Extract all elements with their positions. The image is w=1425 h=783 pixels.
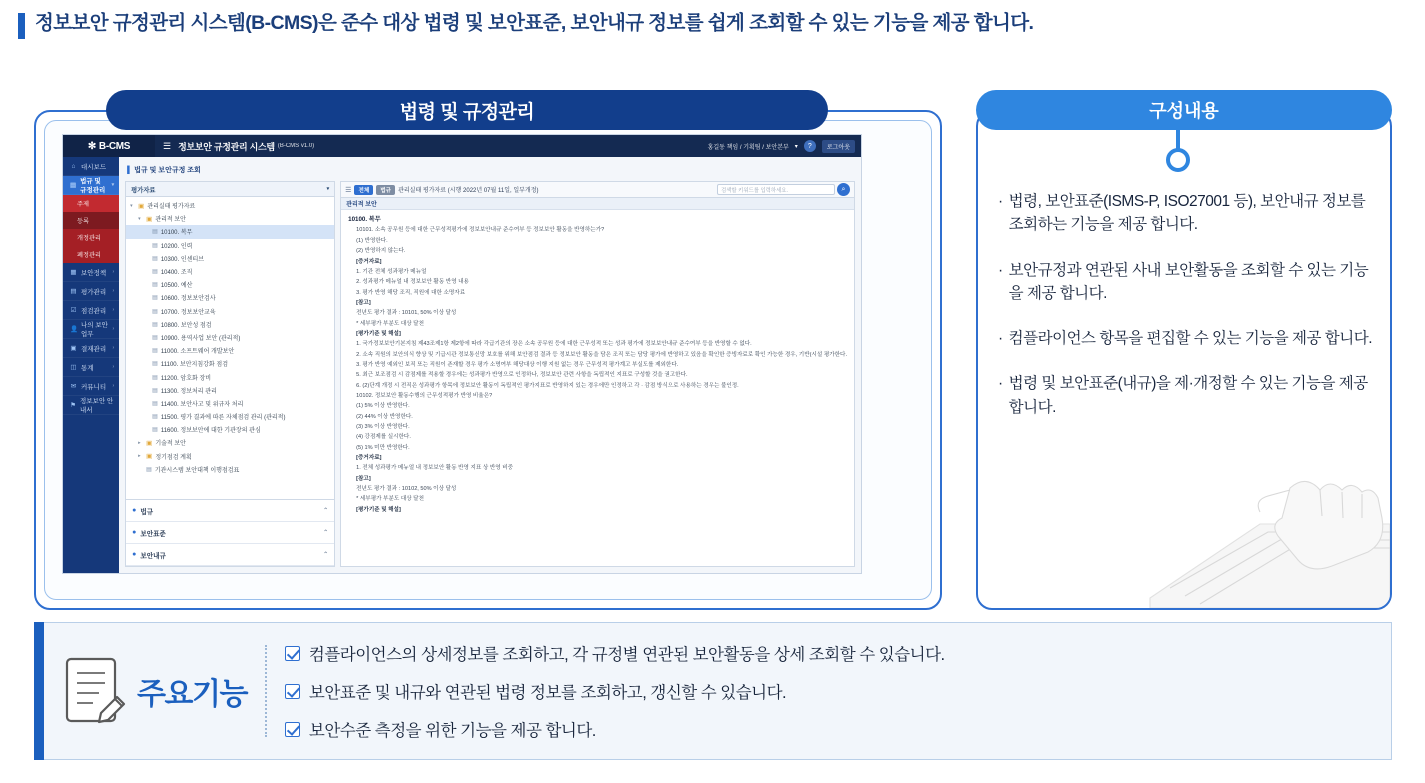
tree-header-label: 평가자료 (131, 186, 156, 194)
chevron-up-icon[interactable]: ⌃ (323, 530, 329, 536)
doc-line: [참고] (356, 475, 371, 482)
tree-node[interactable] (126, 212, 334, 225)
tree-footer-item-internal[interactable] (126, 544, 334, 566)
filter-chip-all[interactable]: 전체 (354, 185, 373, 195)
tree-node[interactable] (126, 199, 334, 212)
tree-node-label: 10700. 정보보안교육 (160, 309, 216, 316)
sidebar-item-label: 통계 (81, 364, 94, 372)
tree-node-label: 10600. 정보보안검사 (160, 296, 216, 303)
tree-node[interactable] (126, 397, 334, 410)
document-icon: ▤ (152, 334, 158, 341)
chat-icon: ✉ (70, 383, 77, 390)
list-item (285, 717, 945, 741)
sidebar-item-approval[interactable] (63, 339, 119, 358)
list-item-text: 컴플라이언스의 상세정보를 조회하고, 각 규정별 연관된 보안활동을 상세 조회할 수 있습니다. (308, 646, 945, 664)
tree-body[interactable] (126, 197, 334, 499)
tree-node-label: 관리실태 평가자료 (147, 204, 196, 211)
doc-line: * 세부평가 부분도 대상 달천 (356, 320, 424, 327)
tree-node-label: 기관시스템 보안대책 이행점검표 (154, 467, 240, 474)
list-item-text: 보안수준 측정을 위한 기능을 제공 합니다. (308, 722, 596, 740)
chevron-down-icon: ▾ (138, 215, 141, 222)
list-item (285, 641, 945, 665)
main-content (0, 52, 1425, 612)
checkbox-icon (285, 684, 300, 699)
toolbar-text: 관리실태 평가자료 (시행 2022년 07월 11일, 일부개정) (398, 188, 539, 194)
title-connector-dot (1166, 148, 1190, 172)
sidebar-item-inspection[interactable] (63, 301, 119, 320)
tree-header[interactable] (126, 182, 334, 197)
divider (265, 645, 267, 737)
sidebar-item-label: 결재관리 (81, 345, 107, 353)
list-item (285, 679, 945, 703)
tree-node[interactable] (126, 450, 334, 463)
sidebar-item-dashboard[interactable] (63, 157, 119, 176)
app-topbar-right (708, 140, 861, 153)
sidebar-item-regulations[interactable] (63, 176, 119, 195)
chevron-right-icon: › (112, 269, 115, 275)
sidebar-sub-subject[interactable] (63, 195, 119, 212)
composition-panel-title: 구성내용 (976, 90, 1392, 130)
doc-line: (2) 44% 이상 반영한다. (356, 413, 413, 420)
doc-line: 10102. 정보보안 활동수행의 근무성적평가 반영 비율은? (356, 392, 493, 399)
document-icon: ▤ (152, 295, 158, 302)
user-info[interactable]: 홍길동 책임 / 기획팀 / 보안본부 (707, 144, 789, 151)
tree-node[interactable] (126, 318, 334, 331)
document-icon: ▤ (152, 400, 158, 407)
sidebar-item-statistics[interactable] (63, 358, 119, 377)
home-icon: ⌂ (71, 162, 76, 170)
tree-node[interactable] (126, 436, 334, 449)
folder-icon: ▣ (138, 202, 145, 210)
app-sidebar (63, 157, 119, 574)
bullet-icon: · (998, 261, 1003, 279)
search-icon[interactable]: ⌕ (837, 183, 850, 196)
breadcrumb: ▌ 법규 및 보안규정 조회 (127, 165, 855, 175)
composition-bullet-text: 보안규정과 연관된 사내 보안활동을 조회할 수 있는 기능을 제공 합니다. (1008, 261, 1369, 302)
tree-node[interactable] (126, 423, 334, 436)
chevron-down-icon[interactable]: ▾ (794, 143, 798, 150)
key-features-inner (35, 623, 1391, 759)
stamp-icon: ▣ (70, 345, 77, 352)
composition-bullet-text: 법령 및 보안표준(내규)을 제·개정할 수 있는 기능을 제공 합니다. (1008, 375, 1368, 416)
key-features-label: 주요기능 (137, 678, 247, 711)
tree-node-label: 11000. 소프트웨어 개발보안 (160, 349, 235, 356)
doc-line: 2. 성과평가 메뉴얼 내 정보보안 활동 반영 내용 (356, 279, 469, 286)
clipboard-icon: ▤ (70, 288, 77, 295)
tree-pane (125, 181, 335, 567)
document-header: 관리적 보안 (341, 198, 854, 210)
composition-bullet (998, 372, 1374, 419)
checkbox-icon (285, 646, 300, 661)
document-icon: ▤ (152, 414, 158, 421)
sidebar-item-label: 평가관리 (81, 288, 107, 296)
search-area (717, 183, 850, 196)
chart-icon: ◫ (70, 364, 77, 371)
tree-node[interactable] (126, 252, 334, 265)
chevron-down-icon: ▾ (111, 182, 115, 188)
sidebar-item-label: 보안정책 (81, 269, 107, 277)
sidebar-sub-register[interactable] (63, 212, 119, 229)
chevron-up-icon[interactable]: ⌃ (323, 508, 329, 514)
chevron-right-icon: › (112, 364, 115, 370)
tree-footer-label: 법규 (140, 508, 154, 516)
tree-footer (126, 499, 334, 566)
logout-button[interactable]: 로그아웃 (822, 140, 855, 153)
bullet-icon: ● (132, 551, 137, 558)
doc-line: 10101. 소속 공무원 등에 대한 근무성적평가에 정보보안내규 준수여부 등 정보보안 활동을 반영하는가? (356, 227, 605, 234)
app-system-title: 정보보안 규정관리 시스템 (178, 141, 275, 152)
bullet-icon: ● (132, 507, 137, 514)
document-icon: ▤ (152, 269, 158, 276)
book-icon: ▤ (70, 182, 77, 189)
user-icon: 👤 (70, 326, 79, 333)
doc-line: 1. 전체 성과평가 메뉴얼 내 정보보안 활동 반영 지표 상 반영 비중 (356, 465, 514, 472)
tree-node-label: 정기점검 계획 (155, 454, 192, 461)
sidebar-item-security-policy[interactable] (63, 263, 119, 282)
tree-node[interactable] (126, 410, 334, 423)
sidebar-sub-label: 등록 (77, 218, 89, 225)
tree-node-label: 11200. 암호화 장비 (160, 375, 212, 382)
chevron-right-icon: › (112, 326, 115, 332)
bullet-icon: ● (132, 529, 137, 536)
chevron-right-icon: ▸ (138, 439, 141, 446)
document-icon: ▤ (152, 308, 158, 315)
sidebar-item-label: 정보보안 안내서 (79, 398, 114, 414)
doc-line: [평가기준 및 해설] (356, 506, 401, 513)
sidebar-item-label: 나의 보안업무 (81, 322, 108, 338)
doc-line: (4) 강점제를 실시한다. (356, 434, 411, 441)
tree-footer-label: 보안표준 (140, 530, 166, 538)
app-main-area (119, 157, 861, 574)
doc-line: (5) 1% 미만 반영한다. (356, 444, 410, 451)
app-logo-text: B-CMS (98, 140, 131, 152)
tree-node[interactable] (126, 357, 334, 370)
sidebar-item-label: 대시보드 (81, 163, 107, 171)
tree-node-label: 10300. 인센티브 (160, 256, 205, 263)
composition-bullets (998, 190, 1374, 419)
list-item-text: 보안표준 및 내규와 연관된 법령 정보를 조회하고, 갱신할 수 있습니다. (308, 684, 787, 702)
folder-icon: ▣ (146, 215, 153, 223)
question-icon[interactable]: ? (804, 140, 816, 152)
logo-mark-icon: ✻ (87, 140, 96, 152)
tree-node[interactable] (126, 331, 334, 344)
doc-line: (1) 반영한다. (356, 237, 388, 244)
content-toolbar (341, 182, 854, 198)
tree-footer-item-laws[interactable] (126, 500, 334, 522)
bullet-icon: · (998, 193, 1003, 210)
tree-node-label: 기술적 보안 (155, 441, 186, 448)
sidebar-item-community[interactable] (63, 377, 119, 396)
check-icon: ☑ (70, 307, 77, 314)
doc-line: 5. 최근 보조점검 시 감점제를 적용할 경우에는 성과평가 반영으로 인정하나, 정보보안 관련 사항을 독립적인 지표로 구성할 것을 권고한다. (356, 372, 688, 379)
tree-node-label: 10100. 복무 (160, 230, 193, 237)
document-icon: ▤ (152, 361, 158, 368)
sidebar-sub-abolition[interactable] (63, 246, 119, 263)
headline-accent-bar (18, 13, 25, 39)
tree-node-label: 10900. 용역사업 보안 (관리적) (160, 335, 241, 342)
tree-node[interactable] (126, 305, 334, 318)
app-body (63, 157, 861, 574)
document-icon: ▤ (152, 282, 158, 289)
tree-node-label: 10500. 예산 (160, 283, 193, 290)
sidebar-sub-label: 주제 (77, 201, 89, 208)
tree-node-label: 10800. 보안성 점검 (160, 322, 212, 329)
sidebar-item-my-tasks[interactable] (63, 320, 119, 339)
tree-node[interactable] (126, 344, 334, 357)
shield-icon: ▦ (70, 269, 77, 276)
tree-node-label: 11300. 정보처리 관리 (160, 388, 217, 395)
tree-footer-label: 보안내규 (140, 552, 166, 560)
document-icon: ▤ (152, 348, 158, 355)
headline-text: 정보보안 규정관리 시스템(B-CMS)은 준수 대상 법령 및 보안표준, 보안내규 정보를 쉽게 조회할 수 있는 기능을 제공 합니다. (35, 12, 1034, 34)
left-panel-title: 법령 및 규정관리 (106, 90, 828, 130)
app-topbar (63, 135, 861, 157)
doc-line: (3) 3% 이상 반영한다. (356, 424, 410, 430)
sidebar-item-label: 커뮤니티 (81, 383, 107, 391)
tree-node-label: 10200. 인력 (160, 243, 193, 250)
chevron-right-icon: › (112, 383, 115, 389)
tree-node[interactable] (126, 291, 334, 304)
composition-bullet (998, 327, 1374, 350)
doc-line: 2. 소속 직원의 보안의식 향상 및 기급시관 정보통신망 보호를 위해 보안점검 결과 등 정보보안 활동을 담은 조직 또는 담당 평가에 반영하고 있음을 확인한 증빙자료로 확인 가능한 경우, 기반(시설 평가한다. (356, 351, 847, 358)
document-icon: ▤ (152, 242, 158, 249)
composition-bullet (998, 190, 1374, 237)
doc-line: 3. 평가 반영 해당 조직, 직원에 대한 소명자료 (356, 289, 466, 296)
document-icon: ▤ (146, 466, 152, 473)
flag-icon: ⚑ (70, 402, 76, 409)
chevron-right-icon: › (112, 345, 115, 351)
sidebar-item-label: 법규 및 규정관리 (80, 178, 106, 194)
doc-line: 1. 국가정보보안기본지침 제43조제1항 제2항에 따라 각급기관의 장은 소속 공무원 등에 대한 근무성적 또는 성과 평가에 정보보안내규 준수여부 등을 반영할 수 없다. (356, 341, 752, 348)
tree-node[interactable] (126, 463, 334, 476)
document-icon: ▤ (152, 321, 158, 328)
document-icon: ▤ (152, 255, 158, 262)
document-body[interactable] (341, 210, 854, 566)
composition-panel (976, 110, 1392, 610)
tree-node-label: 11500. 평가 결과에 따른 자체점검 관리 (관리적) (160, 415, 286, 422)
document-icon: ▤ (152, 387, 158, 394)
sidebar-item-label: 점검관리 (81, 307, 107, 315)
tree-node[interactable] (126, 225, 334, 238)
composition-bullet (998, 259, 1374, 306)
tree-node-label: 관리적 보안 (155, 217, 186, 224)
tree-node-label: 10400. 조직 (160, 270, 193, 277)
tree-footer-item-standards[interactable] (126, 522, 334, 544)
tree-node[interactable] (126, 265, 334, 278)
app-logo[interactable] (63, 135, 155, 157)
doc-line: 6. (2)단계 개정 시 전직은 성과평가 항목에 정보보안 활동이 독립적인 평가지표로 반영하지 있는 경우에만 인정하고 각 · 감점 방식으로 사용하는 경우는 불인정. (356, 382, 739, 389)
checkbox-icon (285, 722, 300, 737)
chevron-down-icon: ▾ (130, 202, 133, 209)
list-icon[interactable]: ☰ (345, 186, 352, 194)
tree-node-label: 11100. 보안지침강화 점검 (160, 362, 228, 369)
folder-icon: ▣ (146, 439, 153, 447)
document-pencil-icon (61, 655, 127, 727)
chevron-right-icon: › (112, 288, 115, 294)
doc-line: 3. 평가 반영 예외인 보직 또는 직원이 존재할 경우 평가 소명여부 해당대상 이행 지원 없는 경우 근무성적 평가계고 부실도를 제외한다. (356, 361, 679, 368)
composition-bullet-text: 컴플라이언스 항목을 편집할 수 있는 기능을 제공 합니다. (1008, 330, 1373, 347)
folder-icon: ▣ (146, 453, 153, 461)
chevron-right-icon: ▸ (138, 453, 141, 460)
tree-node-label: 11400. 보안사고 및 위규자 처리 (160, 401, 244, 408)
tree-node-label: 11600. 정보보안에 대한 기관장의 관심 (160, 428, 261, 435)
hand-keyboard-illustration (1140, 428, 1390, 608)
chevron-up-icon[interactable]: ⌃ (323, 552, 329, 558)
tree-node[interactable] (126, 384, 334, 397)
hand-keyboard-watermark (1140, 428, 1390, 608)
tree-node[interactable] (126, 239, 334, 252)
app-panes (125, 181, 855, 567)
chevron-right-icon: › (112, 307, 115, 313)
doc-line: [증거자료] (356, 258, 382, 265)
app-system-version: (B-CMS v1.0) (277, 143, 315, 149)
sidebar-item-evaluation[interactable] (63, 282, 119, 301)
filter-chip-law[interactable]: 법규 (376, 185, 395, 195)
doc-line: 전년도 평가 결과 : 10102, 50% 이상 달성 (356, 486, 457, 493)
sidebar-sub-label: 폐정관리 (77, 252, 101, 259)
doc-line: (2) 반영하지 않는다. (356, 248, 406, 255)
chevron-down-icon[interactable]: ▾ (326, 186, 330, 192)
app-screenshot (62, 134, 862, 574)
document-icon: ▤ (152, 374, 158, 381)
search-input[interactable]: 검색할 키워드를 입력하세요. (717, 184, 835, 195)
doc-line: [참고] (356, 299, 371, 306)
key-features-list (285, 641, 945, 741)
doc-line: 10100. 복무 (348, 216, 381, 223)
doc-line: [증거자료] (356, 455, 382, 462)
bullet-icon: · (998, 330, 1003, 347)
doc-line: 전년도 평가 결과 : 10101, 50% 이상 달성 (356, 310, 457, 317)
doc-line: (1) 5% 이상 반영한다. (356, 403, 410, 410)
key-features-banner (34, 622, 1392, 760)
document-icon: ▤ (152, 427, 158, 434)
hamburger-icon[interactable]: ☰ (163, 140, 172, 151)
bullet-icon: · (998, 375, 1003, 393)
sidebar-item-guide[interactable] (63, 396, 119, 415)
tree-node[interactable] (126, 278, 334, 291)
doc-line: 1. 기관 전체 성과평가 메뉴얼 (356, 268, 427, 275)
doc-line: [평가기준 및 해설] (356, 330, 401, 337)
headline (0, 0, 1425, 52)
content-pane (340, 181, 855, 567)
sidebar-sub-label: 개정관리 (77, 235, 101, 242)
doc-line: * 세부평가 부분도 대상 달천 (356, 496, 424, 503)
tree-node[interactable] (126, 370, 334, 383)
document-icon: ▤ (152, 229, 158, 236)
sidebar-sub-revision[interactable] (63, 229, 119, 246)
composition-bullet-text: 법령, 보안표준(ISMS-P, ISO27001 등), 보안내규 정보를 조회하는 기능을 제공 합니다. (1008, 193, 1366, 234)
